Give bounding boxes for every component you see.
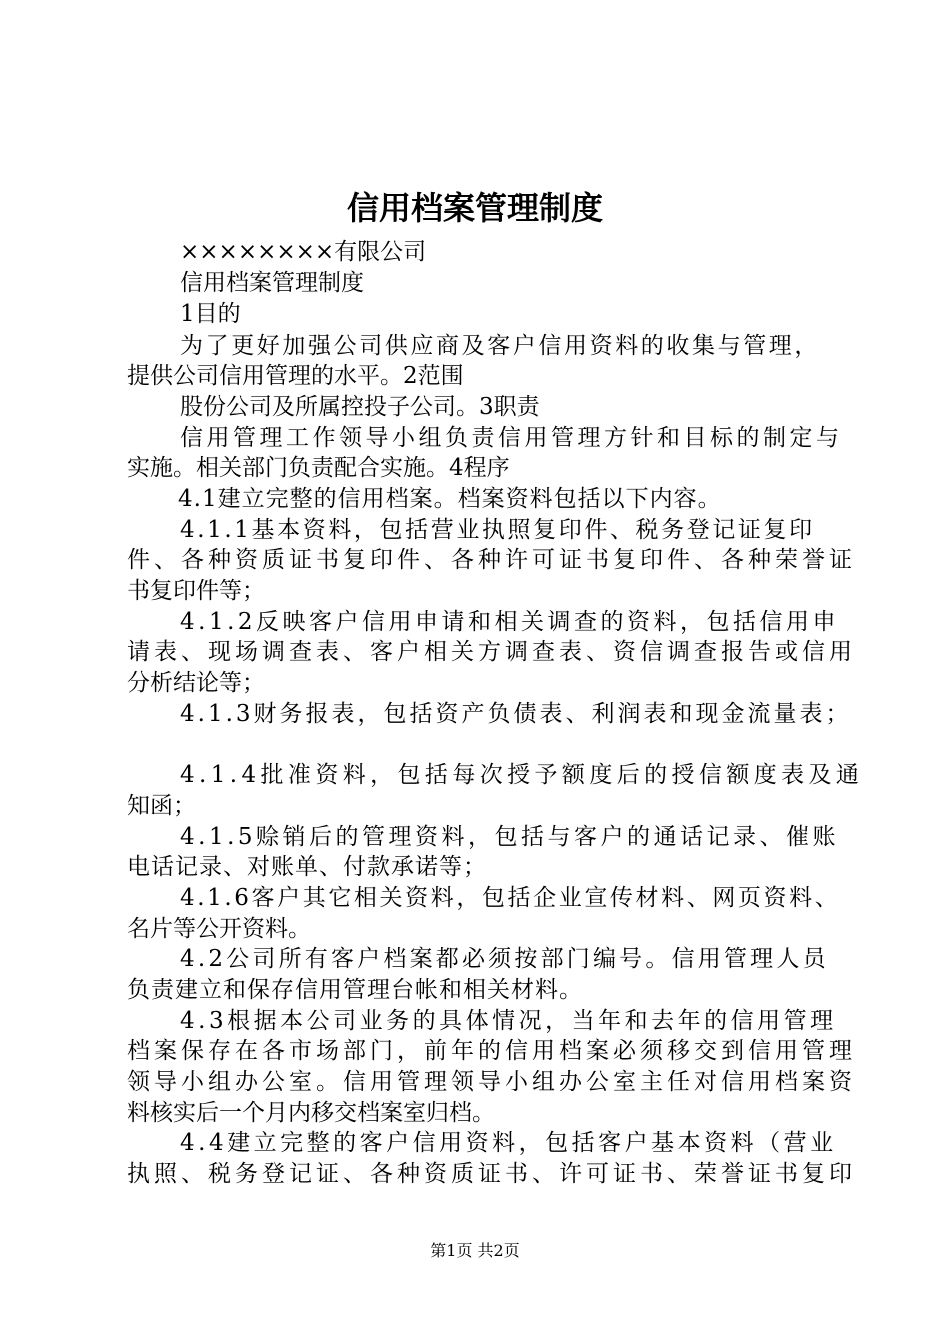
text-line: 实施。相关部门负责配合实施。4程序 [127, 455, 510, 481]
document-title: 信用档案管理制度 [346, 189, 603, 227]
text-line: 档案保存在各市场部门，前年的信用档案必须移交到信用管理 [127, 1038, 856, 1064]
text-line: 执照、税务登记证、各种资质证书、许可证书、荣誉证书复印 [127, 1161, 856, 1187]
text-line: 领导小组办公室。信用管理领导小组办公室主任对信用档案资 [127, 1069, 856, 1095]
text-line: 信用档案管理制度 [180, 270, 364, 296]
text-line: ××××××××有限公司 [180, 239, 427, 265]
text-line: 提供公司信用管理的水平。2范围 [127, 363, 464, 389]
text-line: 电话记录、对账单、付款承诺等； [127, 854, 487, 880]
text-line: 信用管理工作领导小组负责信用管理方针和目标的制定与 [180, 425, 843, 451]
text-line: 件、各种资质证书复印件、各种许可证书复印件、各种荣誉证 [127, 547, 856, 573]
text-line: 知函； [127, 793, 196, 819]
text-line: 1目的 [180, 301, 241, 327]
text-line: 分析结论等； [127, 670, 265, 696]
text-line: 股份公司及所属控投子公司。3职责 [180, 394, 540, 420]
text-line: 4.1.6客户其它相关资料，包括企业宣传材料、网页资料、 [180, 885, 841, 911]
page-footer: 第1页 共2页 [430, 1241, 520, 1260]
text-line: 为了更好加强公司供应商及客户信用资料的收集与管理， [180, 333, 820, 359]
text-line: 4.1.4批准资料，包括每次授予额度后的授信额度表及通 [180, 762, 864, 788]
text-line: 4.4建立完整的客户信用资料，包括客户基本资料（营业 [180, 1130, 837, 1156]
text-line: 负责建立和保存信用管理台帐和相关材料。 [127, 977, 583, 1003]
text-line: 4.1.5赊销后的管理资料，包括与客户的通话记录、催账 [180, 824, 840, 850]
text-line: 4.3根据本公司业务的具体情况，当年和去年的信用管理 [180, 1008, 837, 1034]
text-line: 书复印件等； [127, 578, 265, 604]
text-line: 请表、现场调查表、客户相关方调查表、资信调查报告或信用 [127, 639, 856, 665]
text-line: 4.1建立完整的信用档案。档案资料包括以下内容。 [178, 486, 722, 512]
text-line: 4.2公司所有客户档案都必须按部门编号。信用管理人员 [180, 946, 829, 972]
text-line: 4.1.3财务报表，包括资产负债表、利润表和现金流量表； [180, 701, 852, 727]
text-line: 料核实后一个月内移交档案室归档。 [127, 1100, 495, 1126]
text-line: 4.1.2反映客户信用申请和相关调查的资料，包括信用申 [180, 609, 840, 635]
text-line: 名片等公开资料。 [127, 916, 311, 942]
text-line: 4.1.1基本资料，包括营业执照复印件、税务登记证复印 [180, 517, 815, 543]
